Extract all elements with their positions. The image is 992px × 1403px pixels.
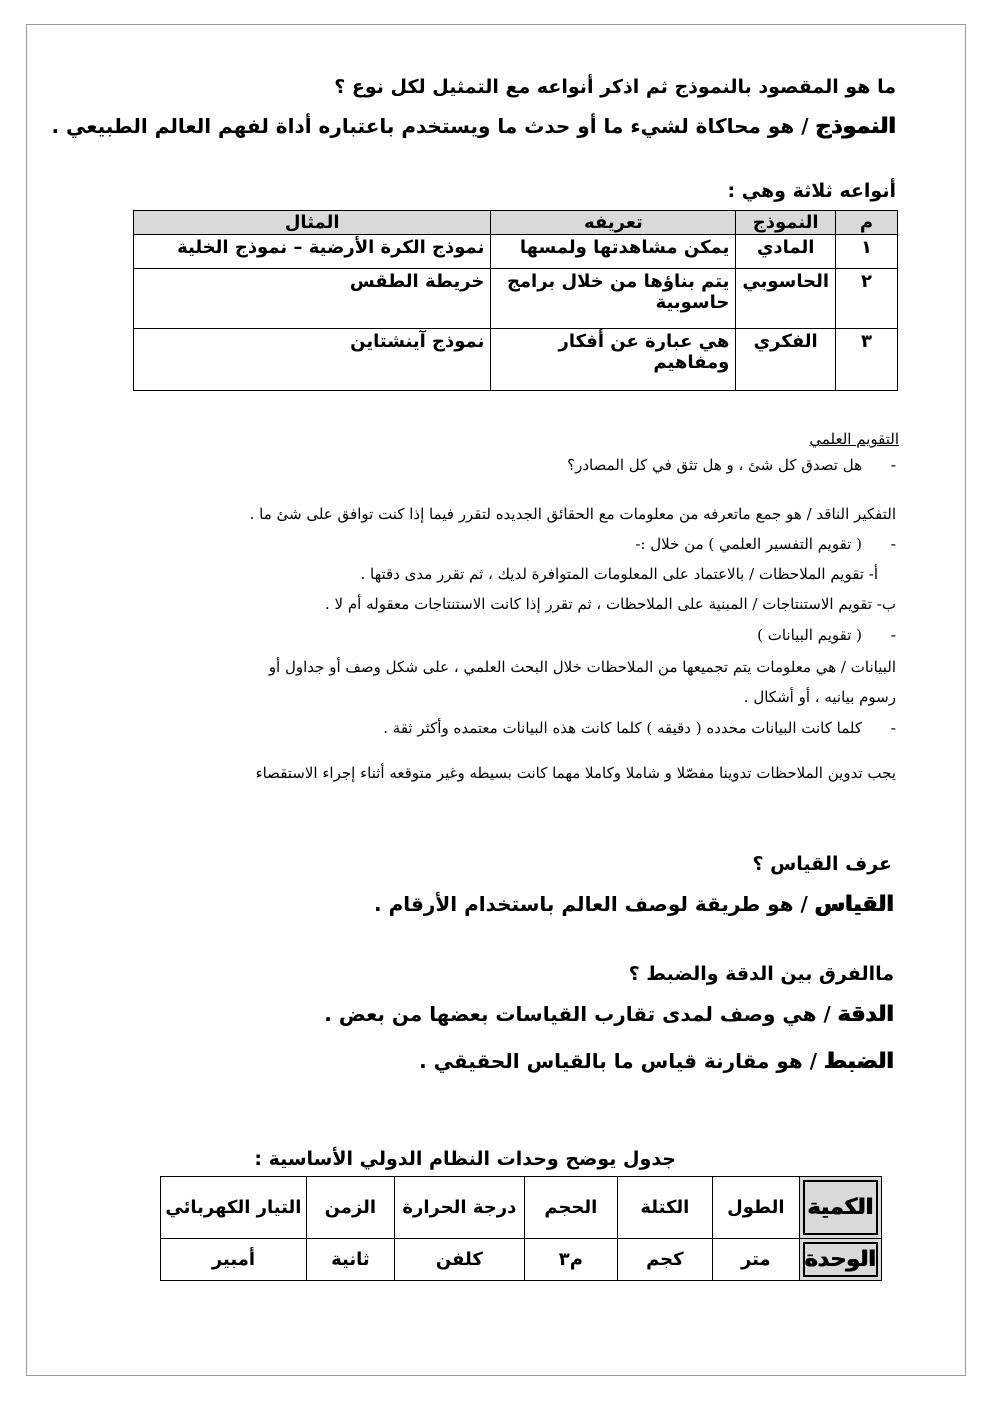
header-definition: تعريفه — [491, 211, 736, 235]
row-name: المادي — [736, 235, 836, 269]
quantity-cell: التيار الكهربائي — [161, 1177, 307, 1239]
row-num: ١ — [836, 235, 898, 269]
row-example: نموذج آينشتاين — [134, 329, 491, 391]
precision-definition-line — [419, 1049, 894, 1074]
evaluation-heading: التقويم العلمي — [809, 430, 899, 448]
model-term: النموذج — [815, 114, 896, 139]
unit-cell: كلفن — [394, 1239, 524, 1281]
quantity-cell: الحجم — [524, 1177, 617, 1239]
model-definition: / هو محاكاة لشيء ما أو حدث ما ويستخدم باعتباره أداة لفهم العالم الطبيعي . — [51, 114, 816, 138]
evaluation-through: ( تقويم التفسير العلمي ) من خلال :- — [635, 535, 862, 553]
row-def: هي عبارة عن أفكار ومفاهيم — [491, 329, 736, 391]
row-example: خريطة الطقس — [134, 269, 491, 329]
unit-cell: ثانية — [306, 1239, 394, 1281]
unit-row — [161, 1239, 882, 1281]
evaluation-question: هل تصدق كل شئ ، و هل تثق في كل المصادر؟ — [567, 456, 862, 474]
bullet-dash: - — [890, 719, 896, 737]
row-example: نموذج الكرة الأرضية – نموذج الخلية — [134, 235, 491, 269]
row-num: ٣ — [836, 329, 898, 391]
row-def: يمكن مشاهدتها ولمسها — [491, 235, 736, 269]
quantity-cell: درجة الحرارة — [394, 1177, 524, 1239]
accuracy-question: ماالفرق بين الدقة والضبط ؟ — [628, 963, 894, 985]
quantity-cell: الطول — [712, 1177, 799, 1239]
data-precision: كلما كانت البيانات محدده ( دقيقه ) كلما كانت هذه البيانات معتمده وأكثر ثقة . — [383, 719, 862, 737]
measurement-question: عرف القياس ؟ — [752, 853, 892, 875]
measurement-term: القياس — [814, 892, 894, 917]
row-name: الحاسوبي — [736, 269, 836, 329]
data-definition-2: رسوم بيانيه ، أو أشكال . — [743, 688, 896, 706]
table-header-row — [134, 211, 898, 235]
data-definition-1: البيانات / هي معلومات يتم تجميعها من الملاحظات خلال البحث العلمي ، على شكل وصف أو جداول أو — [268, 658, 896, 676]
table-row — [134, 235, 898, 269]
unit-header-cell — [799, 1239, 881, 1281]
header-example: المثال — [134, 211, 491, 235]
bullet-dash: - — [890, 626, 896, 644]
si-table-caption: جدول يوضح وحدات النظام الدولي الأساسية : — [254, 1148, 676, 1170]
quantity-cell: الكتلة — [617, 1177, 712, 1239]
quantity-row — [161, 1177, 882, 1239]
row-name: الفكري — [736, 329, 836, 391]
precision-definition: / هو مقارنة قياس ما بالقياس الحقيقي . — [419, 1049, 824, 1073]
unit-cell: كجم — [617, 1239, 712, 1281]
measurement-definition-line — [374, 892, 894, 917]
types-intro: أنواعه ثلاثة وهي : — [727, 180, 896, 202]
unit-cell: متر — [712, 1239, 799, 1281]
accuracy-term: الدقة — [837, 1002, 894, 1027]
accuracy-definition-line — [324, 1002, 894, 1027]
quantity-header: الكمية — [803, 1180, 878, 1235]
unit-header: الوحدة — [803, 1242, 878, 1277]
evaluation-point-a: أ- تقويم الملاحظات / بالاعتماد على المعلومات المتوافرة لديك ، ثم تقرر مدى دقتها . — [360, 565, 878, 583]
quantity-cell: الزمن — [306, 1177, 394, 1239]
bullet-dash: - — [890, 535, 896, 553]
accuracy-definition: / هي وصف لمدى تقارب القياسات بعضها من بعض . — [324, 1002, 838, 1026]
row-num: ٢ — [836, 269, 898, 329]
model-types-table — [133, 210, 898, 391]
critical-thinking: التفكير الناقد / هو جمع ماتعرفه من معلومات مع الحقائق الجديده لتقرر فيما إذا كنت توافق على شئ ما . — [249, 505, 896, 523]
model-definition-line — [52, 114, 897, 139]
data-evaluation: ( تقويم البيانات ) — [757, 626, 862, 644]
row-def: يتم بناؤها من خلال برامج حاسوبية — [491, 269, 736, 329]
header-num: م — [836, 211, 898, 235]
si-units-table — [160, 1176, 882, 1281]
evaluation-point-b: ب- تقويم الاستنتاجات / المبنية على الملاحظات ، ثم تقرر إذا كانت الاستنتاجات معقوله أم لا . — [325, 595, 896, 613]
record-observations: يجب تدوين الملاحظات تدوينا مفصّلا و شاملا وكاملا مهما كانت بسيطه وغير متوقعه أثناء إجراء الاستقصاء — [255, 764, 896, 782]
unit-cell: أمبير — [161, 1239, 307, 1281]
unit-cell: م٣ — [524, 1239, 617, 1281]
table-row — [134, 329, 898, 391]
precision-term: الضبط — [823, 1049, 894, 1074]
model-question: ما هو المقصود بالنموذج ثم اذكر أنواعه مع التمثيل لكل نوع ؟ — [334, 76, 896, 98]
quantity-header-cell — [799, 1177, 881, 1239]
measurement-definition: / هو طريقة لوصف العالم باستخدام الأرقام . — [374, 892, 815, 916]
header-model: النموذج — [736, 211, 836, 235]
bullet-dash: - — [890, 456, 896, 474]
table-row — [134, 269, 898, 329]
